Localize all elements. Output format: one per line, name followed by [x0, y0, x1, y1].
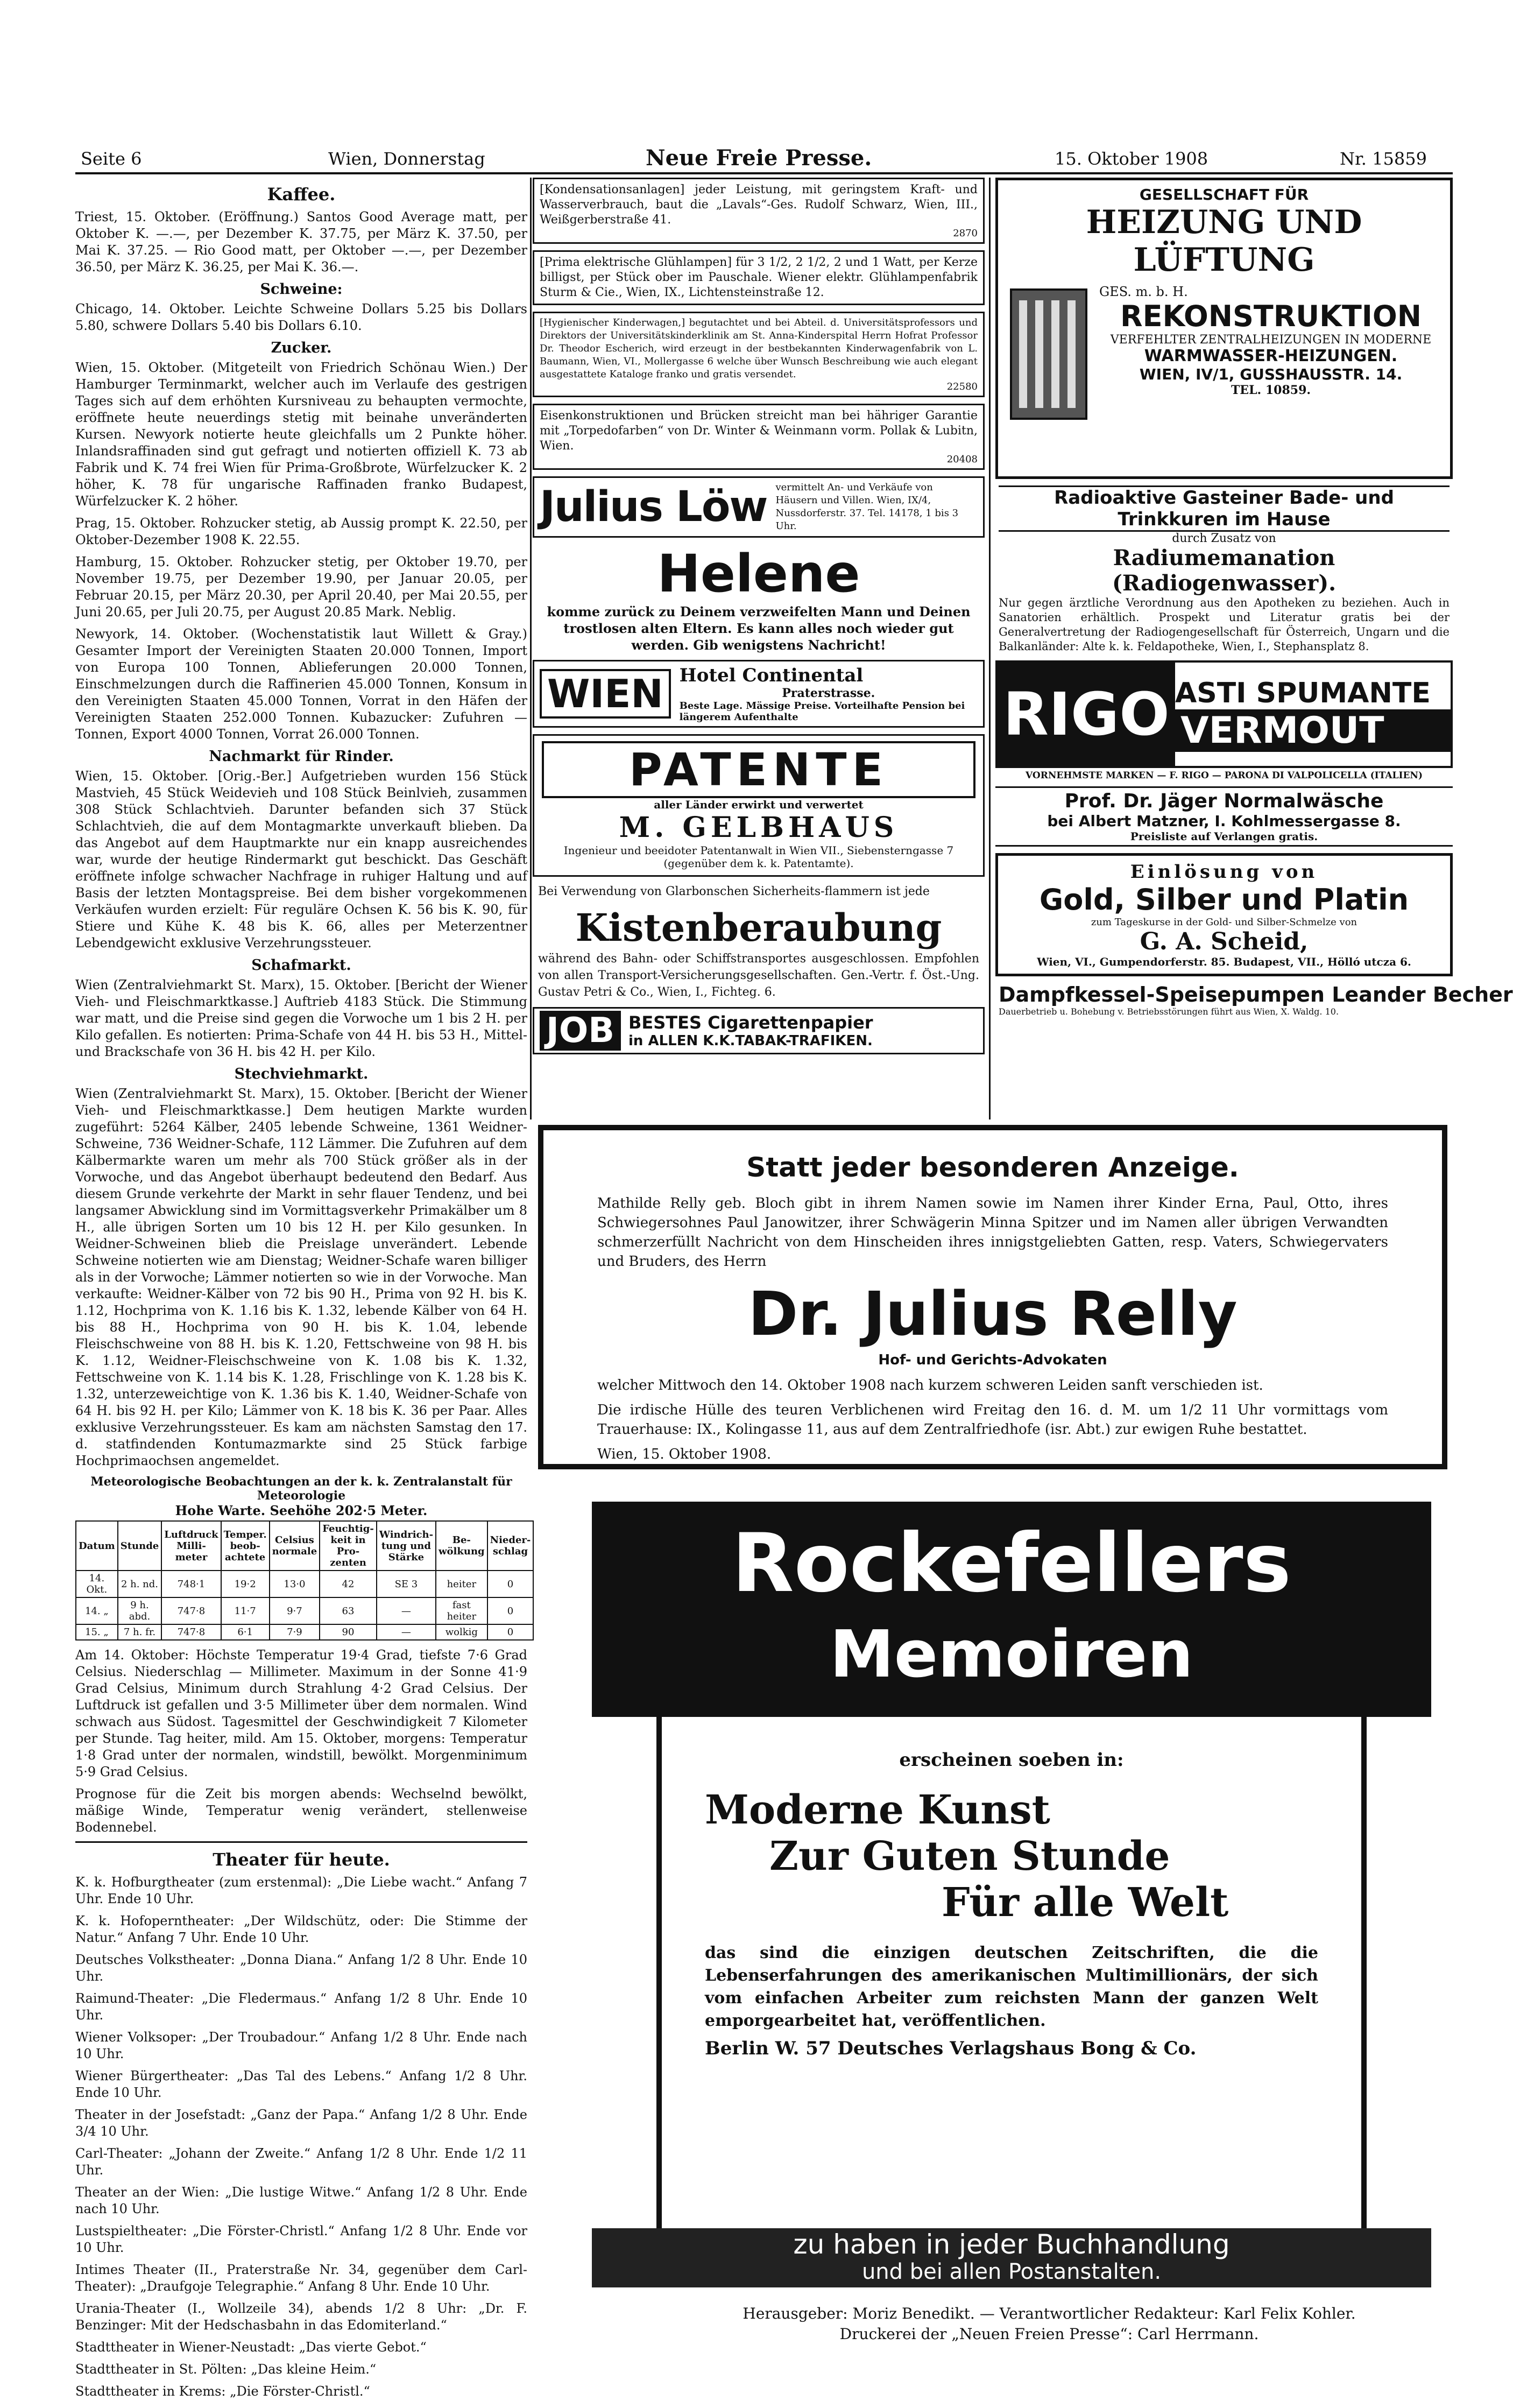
- section-divider: [75, 1841, 527, 1843]
- theater-listing: Stadttheater in St. Pölten: „Das kleine Heim.“: [75, 2362, 377, 2377]
- ad-banner-text: zu haben in jeder Buchhandlung: [793, 2229, 1230, 2260]
- table-cell: 90: [320, 1624, 377, 1640]
- imprint-line: Druckerei der „Neuen Freien Presse“: Carl Herrmann.: [839, 2325, 1259, 2343]
- theater-listing: Theater an der Wien: „Die lustige Witwe.“ Anfang 1/2 8 Uhr. Ende nach 10 Uhr.: [75, 2185, 527, 2216]
- ad-headline: Dampfkessel-Speisepumpen Leander Becher: [999, 983, 1513, 1006]
- notice-intro: Mathilde Relly geb. Bloch gibt in ihrem Namen sowie im Namen ihrer Kinder Erna, Paul, Otto, ihres Schwiegersohnes Paul Janowitzer, ihrer Schwägerin Minna Spitzer und im Namen aller übrigen Verwandten schmerzerfüllt Nachricht von dem Hinscheiden ihres innigstgeliebten Gatten, resp. Vaters, Schwiegervaters und Bruders, des Herrn: [597, 1195, 1388, 1270]
- theater-listing: Wiener Volksoper: „Der Troubadour.“ Anfang 1/2 8 Uhr. Ende nach 10 Uhr.: [75, 2030, 527, 2061]
- ad-headline: PATENTE: [542, 741, 975, 798]
- ad-street: Praterstrasse.: [782, 686, 875, 700]
- table-cell: 747·8: [161, 1597, 221, 1624]
- table-cell: 0: [487, 1597, 534, 1624]
- weather-header: Stunde: [118, 1521, 162, 1571]
- table-cell: 0: [487, 1624, 534, 1640]
- ad-body: [656, 1717, 1367, 2228]
- notice-place-date: Wien, 15. Oktober 1908.: [597, 1446, 772, 1462]
- table-cell: 748·1: [161, 1571, 221, 1597]
- ad-text: bei Albert Matzner, I. Kohlmessergasse 8.: [1047, 812, 1401, 830]
- ad-number: 22580: [946, 381, 978, 392]
- ad-job-cigarettenpapier: [533, 1007, 985, 1054]
- ad-banner-text: und bei allen Postanstalten.: [861, 2259, 1162, 2284]
- ad-text: vermittelt An- und Verkäufe von Häusern und Villen. Wien, IX/4, Nussdorferstr. 37. Tel. 14178, 1 bis 3 Uhr.: [775, 482, 959, 532]
- ad-subtitle: GES. m. b. H.: [1099, 284, 1188, 299]
- weather-header: Temper. beob-achtete: [221, 1521, 270, 1571]
- ad-company: GESELLSCHAFT FÜR: [1139, 186, 1309, 203]
- magazine-name: Zur Guten Stunde: [769, 1833, 1170, 1879]
- place-date: Wien, Donnerstag: [328, 149, 485, 169]
- ad-publisher: Berlin W. 57 Deutsches Verlagshaus Bong & Co.: [705, 2038, 1197, 2059]
- theater-listing: Stadttheater in Wiener-Neustadt: „Das vierte Gebot.“: [75, 2340, 427, 2355]
- ad-subtitle: zum Tageskurse in der Gold- und Silber-Schmelze von: [1091, 917, 1358, 928]
- table-cell: 14. „: [76, 1597, 118, 1624]
- zucker-prag: Prag, 15. Oktober. Rohzucker stetig, ab Aussig prompt K. 22.50, per Oktober-Dezember 1908 K. 22.55.: [75, 516, 527, 547]
- table-cell: fast heiter: [436, 1597, 487, 1624]
- ad-text-warm: WARMWASSER-HEIZUNGEN.: [1144, 347, 1398, 365]
- ad-banner-bottom: [592, 2228, 1431, 2287]
- theater-listing: Theater in der Josefstadt: „Ganz der Papa.“ Anfang 1/2 8 Uhr. Ende 3/4 10 Uhr.: [75, 2107, 527, 2139]
- weather-header: Datum: [76, 1521, 118, 1571]
- ad-patente: [533, 734, 985, 877]
- deceased-role: Hof- und Gerichts-Advokaten: [878, 1352, 1107, 1368]
- ad-rigo-sub: VORNEHMSTE MARKEN — F. RIGO — PARONA DI VALPOLICELLA (ITALIEN): [1026, 770, 1423, 781]
- table-row: [76, 1571, 533, 1597]
- weather-header: Luftdruck Milli-meter: [161, 1521, 221, 1571]
- theater-listing: Wiener Bürgertheater: „Das Tal des Lebens.“ Anfang 1/2 8 Uhr. Ende 10 Uhr.: [75, 2068, 527, 2100]
- table-cell: 9·7: [270, 1597, 320, 1624]
- imprint-line: Herausgeber: Moriz Benedikt. — Verantwortlicher Redakteur: Karl Felix Kohler.: [743, 2305, 1356, 2322]
- ad-headline: Kistenberaubung: [575, 905, 942, 950]
- ad-headline: HEIZUNG UND LÜFTUNG: [1086, 203, 1362, 279]
- table-cell: —: [377, 1597, 436, 1624]
- schweine-chicago: Chicago, 14. Oktober. Leichte Schweine Dollars 5.25 bis Dollars 5.80, schwere Dollars 5.40 bis Dollars 6.10.: [75, 301, 527, 333]
- ad-name: M. GELBHAUS: [619, 811, 899, 844]
- masthead: Neue Freie Presse.: [646, 145, 872, 171]
- table-cell: 13·0: [270, 1571, 320, 1597]
- weather-header-row: [76, 1521, 533, 1571]
- ad-subtitle: Preisliste auf Verlangen gratis.: [1130, 830, 1318, 843]
- table-cell: 7·9: [270, 1624, 320, 1640]
- issue-number: Nr. 15859: [1340, 149, 1427, 169]
- theater-listing: K. k. Hofoperntheater: „Der Wildschütz, oder: Die Stimme der Natur.“ Anfang 7 Uhr. Ende 10 Uhr.: [75, 1913, 527, 1945]
- zucker-wien: Wien, 15. Oktober. (Mitgeteilt von Friedrich Schönau Wien.) Der Hamburger Terminmarkt, welcher auch im Verlaufe des gestrigen Tages sich auf dem erhöhten Kursniveau zu behaupten vermochte, eröffnete heute neuerdings stetig mit beinahe unveränderten Kursen. Newyork notierte heute gleichfalls um 2 Punkte höher. Inlandsraffinaden sind gut gefragt und notierten offiziell K. 73 ab Fabrik und K. 74 frei Wien für Prima-Großbrote, Würfelzucker K. 2 höher, K. 78 für ungarische Raffinaden franko Budapest, Würfelzucker K. 2 höher.: [75, 360, 527, 509]
- ad-text: Nur gegen ärztliche Verordnung aus den Apotheken zu beziehen. Auch in Sanatorien erhältlich. Prospekt und Literatur gratis bei der Generalvertretung der Radiogengesellschaft für Österreich, Ungarn und die Balkanländer: Alte k. k. Feldapotheke, Wien, I., Stephansplatz 8.: [999, 596, 1450, 653]
- ad-headline-2: Radiumemanation (Radiogenwasser).: [1112, 545, 1337, 596]
- table-cell: 14. Okt.: [76, 1571, 118, 1597]
- table-row: [76, 1597, 533, 1624]
- page-number: Seite 6: [81, 149, 142, 169]
- table-cell: 7 h. fr.: [118, 1624, 162, 1640]
- table-cell: 63: [320, 1597, 377, 1624]
- ad-dampfkessel: [995, 983, 1513, 1017]
- ad-headline: ASTI SPUMANTE: [1175, 677, 1431, 709]
- schaf-text: Wien (Zentralviehmarkt St. Marx), 15. Oktober. [Bericht der Wiener Vieh- und Fleischmarktkasse.] Auftrieb 4183 Stück. Die Stimmung war matt, und die Preise sind gegen die Vorwoche um 1 bis 2 H. per Kilo gefallen. Es notierten: Prima-Schafe von 44 H. bis 53 H., Mittel- und Brackschafe von 36 H. bis 42 H. per Kilo.: [75, 977, 527, 1059]
- table-cell: —: [377, 1624, 436, 1640]
- ad-gastein: [995, 485, 1453, 654]
- ad-text: Ingenieur und beeidoter Patentanwalt in Wien VII., Siebensterngasse 7 (gegenüber dem k. k. Patentamte).: [563, 844, 954, 870]
- section-title-theater: Theater für heute.: [213, 1849, 390, 1870]
- ad-jaeger: [995, 786, 1453, 847]
- meteo-title: Meteorologische Beobachtungen an der k. k. Zentralanstalt für Meteorologie: [90, 1475, 512, 1503]
- ad-gold-silber: [995, 853, 1453, 976]
- table-cell: 42: [320, 1571, 377, 1597]
- weather-header: Feuchtig-keit in Pro-zenten: [320, 1521, 377, 1571]
- ad-headline: Radioaktive Gasteiner Bade- und Trinkkuren im Hause: [999, 485, 1450, 532]
- prognose: Prognose für die Zeit bis morgen abends: Wechselnd bewölkt, mäßige Winde, Temperatur wenig verändert, stellenweise Bodennebel.: [75, 1786, 527, 1835]
- table-cell: 15. „: [76, 1624, 118, 1640]
- table-cell: wolkig: [436, 1624, 487, 1640]
- market-column: [75, 178, 531, 2399]
- ad-headline-2: VERMOUT: [1175, 709, 1451, 752]
- ad-headline-2: REKONSTRUKTION: [1120, 299, 1422, 333]
- zucker-newyork: Newyork, 14. Oktober. (Wochenstatistik laut Willett & Gray.) Gesamter Import der Vereinigten Staaten 20.000 Tonnen, Import von Europa 100 Tonnen, Ablieferungen 20.000 Tonnen, Einschmelzungen durch die Raffinerien 45.000 Tonnen, Konsum in den Vereinigten Staaten 45.000 Tonnen, Vorrat in den Häfen der Vereinigten Staaten 252.000 Tonnen. Kubazucker: Zufuhren — Tonnen, Export 4000 Tonnen, Vorrat 26.000 Tonnen.: [75, 626, 527, 742]
- ad-number: 2870: [953, 228, 978, 239]
- ad-brand: RIGO: [998, 663, 1175, 766]
- ad-subtitle: erscheinen soeben in:: [899, 1749, 1124, 1771]
- weather-header: Nieder-schlag: [487, 1521, 534, 1571]
- ad-headline: Gold, Silber und Platin: [1039, 883, 1409, 917]
- weather-table: [75, 1520, 534, 1640]
- ad-julius-loew: [533, 476, 985, 538]
- ad-kistenberaubung: [533, 883, 985, 1001]
- ad-headline: Prof. Dr. Jäger Normalwäsche: [1064, 790, 1384, 812]
- table-cell: 2 h. nd.: [118, 1571, 162, 1597]
- ad-number: 20408: [946, 454, 978, 465]
- ad-address: Wien, VI., Gumpendorferstr. 85. Budapest, VII., Hölló utcza 6.: [1037, 955, 1411, 968]
- section-title-schaf: Schafmarkt.: [251, 957, 351, 974]
- table-cell: SE 3: [377, 1571, 436, 1597]
- ad-text: das sind die einzigen deutschen Zeitschriften, die die Lebenserfahrungen des amerikanischen Multimillionärs, der sich vom einfachen Arbeiter zum reichsten Mann der ganzen Welt emporgearbeitet hat, veröffentlichen.: [705, 1944, 1318, 2030]
- ad-text: während des Bahn- oder Schiffstransportes ausgeschlossen. Empfohlen von allen Transport-Versicherungsgesellschaften. Gen.-Vertr. f. Öst.-Ung. Gustav Petri & Co., Wien, I., Fichteg. 6.: [538, 952, 979, 999]
- table-cell: 6·1: [221, 1624, 270, 1640]
- ad-brand: WIEN: [540, 669, 671, 719]
- rinder-text: Wien, 15. Oktober. [Orig.-Ber.] Aufgetrieben wurden 156 Stück Mastvieh, 45 Stück Weidevieh und 108 Stück Beinlvieh, zusammen 308 Stück Schlachtvieh. Darunter befanden sich 37 Stück Schlachtvieh, die auf dem Montagmarkte unverkauft blieben. Da das Angebot auf dem Hauptmarkte nur ein knapp ausreichendes war, wurde der heutige Rindermarkt gut beschickt. Das Geschäft eröffnete infolge schwacher Nachfrage in ruhiger Haltung und auf Basis der letzten Montagspreise. Bei dem bisher vorgekommenen Verkäufen wurden erzielt: Für reguläre Ochsen K. 56 bis K. 90, für Stiere und Kühe K. 48 bis K. 66, alles per Meterzentner Lebendgewicht exklusive Verzehrungssteuer.: [75, 769, 527, 950]
- notice-text: welcher Mittwoch den 14. Oktober 1908 nach kurzem schweren Leiden sanft verschieden ist.: [597, 1377, 1263, 1393]
- weather-header: Windrich-tung und Stärke: [377, 1521, 436, 1571]
- section-title-zucker: Zucker.: [271, 340, 332, 356]
- ad-text: [Hygienischer Kinderwagen,] begutachtet und bei Abteil. d. Universitätsprofessors und Direktors der Universitätskinderklinik am St. Anna-Kinderspital Herrn Hofrat Professor Dr. Theodor Escherich, wird erzeugt in der bestbekannten Kinderwagenfabrik von L. Baumann, Wien, VI., Mollergasse 6 welche über Wunsch Beschreibung wie auch elegant ausgestattete Kataloge franko und gratis versendet.: [540, 317, 978, 380]
- ad-helene: [533, 544, 985, 653]
- weather-header: Celsius normale: [270, 1521, 320, 1571]
- table-cell: 19·2: [221, 1571, 270, 1597]
- table-cell: heiter: [436, 1571, 487, 1597]
- ad-hotel-continental: [533, 660, 985, 728]
- section-title-rinder: Nachmarkt für Rinder.: [209, 748, 394, 765]
- ad-text: Eisenkonstruktionen und Brücken streicht man bei hähriger Garantie mit „Torpedofarben“ von Dr. Winter & Weinmann vorm. Pollak & Lubitn, Wien.: [540, 409, 978, 453]
- imprint: [646, 2304, 1453, 2344]
- ad-banner-top: [592, 1502, 1431, 1717]
- magazine-name: Für alle Welt: [942, 1879, 1229, 1926]
- ad-headline: Hotel Continental: [679, 665, 864, 686]
- deceased-name: Dr. Julius Relly: [748, 1279, 1238, 1349]
- section-title-stechvieh: Stechviehmarkt.: [234, 1066, 369, 1082]
- table-cell: 0: [487, 1571, 534, 1597]
- ad-rockefeller: [592, 1502, 1431, 2282]
- ad-rigo: [995, 660, 1453, 768]
- ad-kinderwagen: [533, 312, 985, 397]
- theater-listing: Lustspieltheater: „Die Förster-Christl.“ Anfang 1/2 8 Uhr. Ende vor 10 Uhr.: [75, 2223, 527, 2255]
- ad-brand: JOB: [540, 1011, 621, 1051]
- ad-text: in ALLEN K.K.TABAK-TRAFIKEN.: [628, 1033, 873, 1049]
- ad-headline: BESTES Cigarettenpapier: [628, 1012, 873, 1033]
- ad-text: Dauerbetrieb u. Bohebung v. Betriebsstörungen führt aus Wien, X. Waldg. 10.: [999, 1006, 1339, 1017]
- issue-date: 15. Oktober 1908: [1055, 149, 1208, 169]
- ad-gluehlampen: [533, 250, 985, 305]
- ad-headline: Helene: [657, 544, 860, 604]
- death-notice: [538, 1125, 1447, 1469]
- table-cell: 747·8: [161, 1624, 221, 1640]
- ad-text: [Prima elektrische Glühlampen] für 3 1/2, 2 1/2, 2 und 1 Watt, per Kerze billigst, per Stück ober im Pauschale. Wiener elektr. Glühlampenfabrik Sturm & Cie., Wien, IX., Lichtensteinstraße 12.: [540, 256, 978, 299]
- column-divider: [989, 178, 991, 1119]
- ads-column-right: [995, 178, 1513, 1119]
- theater-listing: Raimund-Theater: „Die Fledermaus.“ Anfang 1/2 8 Uhr. Ende 10 Uhr.: [75, 1991, 527, 2023]
- ad-heizung: [995, 178, 1453, 479]
- ad-text: VERFEHLTER ZENTRALHEIZUNGEN IN MODERNE: [1110, 333, 1432, 347]
- ad-kicker: Einlösung von: [1130, 861, 1318, 883]
- theater-listing: Intimes Theater (II., Praterstraße Nr. 34, gegenüber dem Carl-Theater): „Draufgoje Telegraphie.“ Anfang 8 Uhr. Ende 10 Uhr.: [75, 2262, 527, 2294]
- ad-headline: Rockefellers: [732, 1517, 1291, 1610]
- section-title-kaffee: Kaffee.: [267, 184, 336, 205]
- ad-text: [Kondensationsanlagen] jeder Leistung, mit geringstem Kraft- und Wasserverbrauch, baut die „Lavals“-Ges. Rudolf Schwarz, Wien, III., Weißgerberstraße 41.: [540, 183, 978, 227]
- magazine-name: Moderne Kunst: [705, 1787, 1050, 1833]
- ad-text: komme zurück zu Deinem verzweifelten Mann und Deinen trostlosen alten Eltern. Es kann alles noch wieder gut werden. Gib wenigstens Nachricht!: [547, 604, 971, 653]
- stechvieh-text: Wien (Zentralviehmarkt St. Marx), 15. Oktober. [Bericht der Wiener Vieh- und Fleischmarktkasse.] Dem heutigen Markte wurden zugeführt: 5264 Kälber, 2405 lebende Schweine, 1361 Weidner-Schweine, 736 Weidner-Schafe, 112 Lämmer. Die Zufuhren auf dem Kälbermarkte waren um mehr als 700 Stück größer als in der Vorwoche, und das Angebot überhaupt bedeutend den Bedarf. Aus diesem Grunde verkehrte der Markt in sehr flauer Tendenz, und bei langsamer Abwicklung sind im Vormittagsverkehr Primakälber um 8 H., alle übrigen Sorten um 10 bis 12 H. per Kilo gesunken. In Weidner-Schweinen blieb die Preislage unverändert. Lebende Schweine notierten wie am Dienstag; Weidner-Schafe waren billiger als in der Vorwoche; Lämmer notierten so wie in der Vorwoche. Man verkaufte: Weidner-Kälber von 72 bis 90 H., Prima von 92 H. bis K. 1.12, Hochprima von K. 1.16 bis K. 1.32, lebende Kälber von 64 H. bis 88 H., Hochprima von 90 H. bis K. 1.04, lebende Fleischschweine von 88 H. bis K. 1.20, Fettschweine von 98 H. bis K. 1.12, Weidner-Fleischschweine von K. 1.08 bis K. 1.32, Fettschweine von K. 1.14 bis K. 1.28, Frischlinge von K. 1.28 bis K. 1.32, unterzeweichtige von K. 1.36 bis K. 1.40, Weidner-Schafe von 64 H. bis 92 H. per Kilo; Lämmer von K. 18 bis K. 36 per Paar. Alles exklusive Verzehrungssteuer. Es kam am nächsten Samstag den 17. d. statfindenden Kontumazmarkte sind 25 Stück farbige Hochprimaochsen angemeldet.: [75, 1086, 527, 1468]
- table-cell: 9 h. abd.: [118, 1597, 162, 1624]
- ad-address: WIEN, IV/1, GUSSHAUSSTR. 14.: [1139, 365, 1403, 383]
- radiator-icon: [1006, 284, 1092, 424]
- kaffee-triest: Triest, 15. Oktober. (Eröffnung.) Santos Good Average matt, per Oktober K. —.—, per Dezember K. 37.75, per März K. 37.50, per Mai K. 37.25. — Rio Good matt, per Oktober —.—, per Dezember 36.50, per März K. 36.25, per Mai K. 36.—.: [75, 209, 527, 274]
- column-divider: [530, 178, 532, 1119]
- ad-text: Bei Verwendung von Glarbonschen Sicherheits-flammern ist jede: [538, 885, 930, 898]
- ad-text: Beste Lage. Mässige Preise. Vorteilhafte Pension bei längerem Aufenthalte: [679, 700, 965, 723]
- ad-phone: TEL. 10859.: [1231, 383, 1311, 397]
- ad-headline-2: Memoiren: [830, 1617, 1193, 1692]
- meteo-subtitle: Hohe Warte. Seehöhe 202·5 Meter.: [175, 1503, 428, 1518]
- notice-text: Die irdische Hülle des teuren Verblichenen wird Freitag den 16. d. M. um 1/2 11 Uhr vormittags vom Trauerhause: IX., Kolingasse 11, aus auf dem Zentralfriedhofe (isr. Abt.) zur ewigen Ruhe bestattet.: [597, 1402, 1388, 1438]
- ad-subtitle: durch Zusatz von: [1172, 532, 1276, 545]
- theater-listing: K. k. Hofburgtheater (zum erstenmal): „Die Liebe wacht.“ Anfang 7 Uhr. Ende 10 Uhr.: [75, 1875, 527, 1906]
- notice-title: Statt jeder besonderen Anzeige.: [746, 1152, 1239, 1183]
- theater-listing: Stadttheater in Krems: „Die Förster-Christl.“: [75, 2384, 370, 2399]
- table-row: [76, 1624, 533, 1640]
- meteo-text: Am 14. Oktober: Höchste Temperatur 19·4 Grad, tiefste 7·6 Grad Celsius. Niederschlag — Millimeter. Maximum in der Sonne 41·9 Grad Celsius, Minimum durch Strahlung 4·2 Grad Celsius. Der Luftdruck ist gefallen und 3·5 Millimeter über dem normalen. Wind schwach aus Südost. Tagesmittel der Geschwindigkeit 7 Kilometer per Stunde. Tag heiter, mild. Am 15. Oktober, morgens: Temperatur 1·8 Grad unter der normalen, windstill, bewölkt. Morgenminimum 5·9 Grad Celsius.: [75, 1647, 527, 1779]
- ad-torpedofarben: [533, 404, 985, 470]
- ad-brand: Julius Löw: [540, 483, 767, 531]
- zucker-hamburg: Hamburg, 15. Oktober. Rohzucker stetig, per Oktober 19.70, per November 19.75, per Dezember 19.90, per Januar 20.05, per Februar 20.15, per März 20.30, per April 20.40, per Mai 20.55, per Juni 20.65, per Juli 20.75, per August 20.85 Mark. Neblig.: [75, 554, 527, 619]
- ad-subtitle: aller Länder erwirkt und verwertet: [654, 798, 864, 811]
- theater-listing: Deutsches Volkstheater: „Donna Diana.“ Anfang 1/2 8 Uhr. Ende 10 Uhr.: [75, 1952, 527, 1984]
- ads-column-middle: [533, 178, 985, 1119]
- theater-listing: Carl-Theater: „Johann der Zweite.“ Anfang 1/2 8 Uhr. Ende 1/2 11 Uhr.: [75, 2146, 527, 2178]
- theater-listing: Urania-Theater (I., Wollzeile 34), abends 1/2 8 Uhr: „Dr. F. Benzinger: Mit der Hedschasbahn in das Edomiterland.“: [75, 2301, 527, 2333]
- ad-name: G. A. Scheid,: [1140, 928, 1309, 955]
- table-cell: 11·7: [221, 1597, 270, 1624]
- page-header: [75, 144, 1453, 174]
- section-title-schweine: Schweine:: [260, 281, 343, 298]
- weather-header: Be-wölkung: [436, 1521, 487, 1571]
- ad-kondensation: [533, 178, 985, 244]
